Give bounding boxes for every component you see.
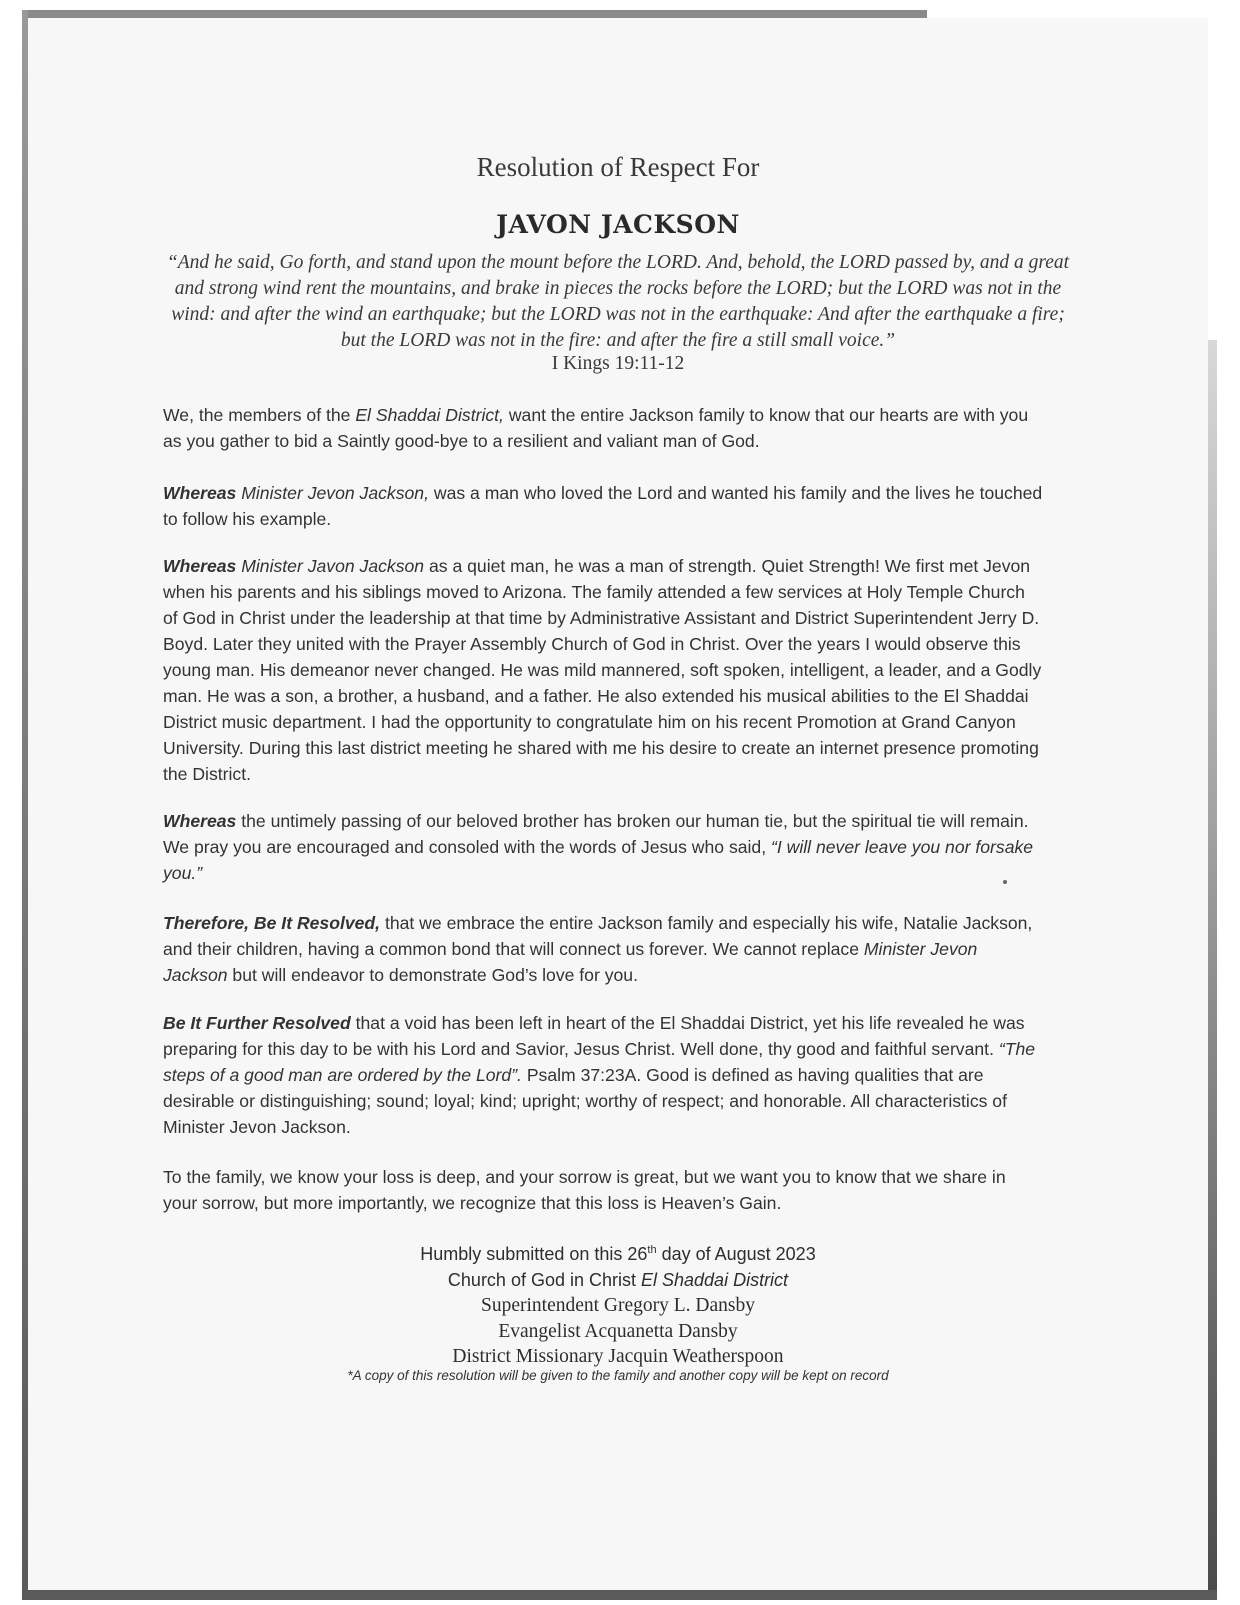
superintendent-line: Superintendent Gregory L. Dansby [480,1295,756,1316]
document-page [28,18,1208,1590]
signature-block [28,1238,1208,1370]
whereas-paragraph-1: Whereas Minister Jevon Jackson, was a man who loved the Lord and wanted his family and the lives he touched to follow his example. [163,483,1043,529]
scan-edge-bottom [22,1590,1217,1600]
closing-paragraph: To the family, we know your loss is deep, and your sorrow is great, but we want you to know that we share in your sorrow, but more importantly, we recognize that this loss is Heaven’s Gain. [163,1167,1006,1213]
intro-paragraph: We, the members of the El Shaddai District, want the entire Jackson family to know that our hearts are with you as you gather to bid a Saintly good-bye to a resilient and valiant man of God. [163,405,1029,451]
whereas-paragraph-2: Whereas Minister Javon Jackson as a quiet man, he was a man of strength. Quiet Strength! We first met Jevon when his parents and his siblings moved to Arizona. The family attended a few services at Holy Temple Church of God in Christ under the leadership at that time by Administrative Assistant and District Superintendent Jerry D. Boyd. Later they united with the Prayer Assembly Church of God in Christ. Over the years I would observe this young man. His demeanor never changed. He was mild mannered, soft spoken, intelligent, a leader, and a Godly man. He was a son, a brother, a husband, and a father. He also extended his musical abilities to the El Shaddai District music department. I had the opportunity to congratulate him on his recent Promotion at Grand Canyon University. During this last district meeting he shared with me his desire to create an internet presence promoting the District. [163,556,1042,784]
evangelist-line: Evangelist Acquanetta Dansby [498,1320,738,1342]
further-resolved-paragraph: Be It Further Resolved that a void has been left in heart of the El Shaddai District, yet his life revealed he was preparing for this day to be with his Lord and Savior, Jesus Christ. Well done, thy good and faithful servant. “The steps of a good man are ordered by the Lord”. Psalm 37:23A. Good is defined as having qualities that are desirable or distinguishing; sound; loyal; kind; upright; worthy of respect; and honorable. All characteristics of Minister Jevon Jackson. [163,1013,1036,1137]
honoree-name: JAVON JACKSON [496,210,740,239]
district-name: El Shaddai District, [355,405,504,425]
scripture-quote: “And he said, Go forth, and stand upon the mount before the LORD. And, behold, the LORD passed by, and a great and strong wind rent the mountains, and brake in pieces the rocks before the LORD; but the LORD was not in the wind: and after the wind an earthquake; but the LORD was not in the earthquake: And after the earthquake a fire; but the LORD was not in the fire: and after the fire a still small voice.” [166,252,1070,351]
document-heading: Resolution of Respect For [476,152,760,182]
scripture-reference: I Kings 19:11-12 [551,353,685,374]
scan-edge-top [22,10,927,18]
whereas-paragraph-3: Whereas the untimely passing of our beloved brother has broken our human tie, but the spiritual tie will remain. We pray you are encouraged and consoled with the words of Jesus who said, “I will never leave you nor forsake you.” [163,811,1034,883]
submitted-line: Humbly submitted on this 26th day of August 2023 [420,1244,816,1264]
ink-speck [1003,880,1007,884]
missionary-line: District Missionary Jacquin Weatherspoon [452,1346,784,1367]
church-line: Church of God in Christ El Shaddai District [447,1269,789,1290]
resolved-paragraph: Therefore, Be It Resolved, that we embrace the entire Jackson family and especially his wife, Natalie Jackson, and their children, having a common bond that will connect us forever. We cannot replace Minister Jevon Jackson but will endeavor to demonstrate God’s love for you. [163,913,1033,985]
footnote: *A copy of this resolution will be given to the family and another copy will be kept on record [347,1368,889,1383]
